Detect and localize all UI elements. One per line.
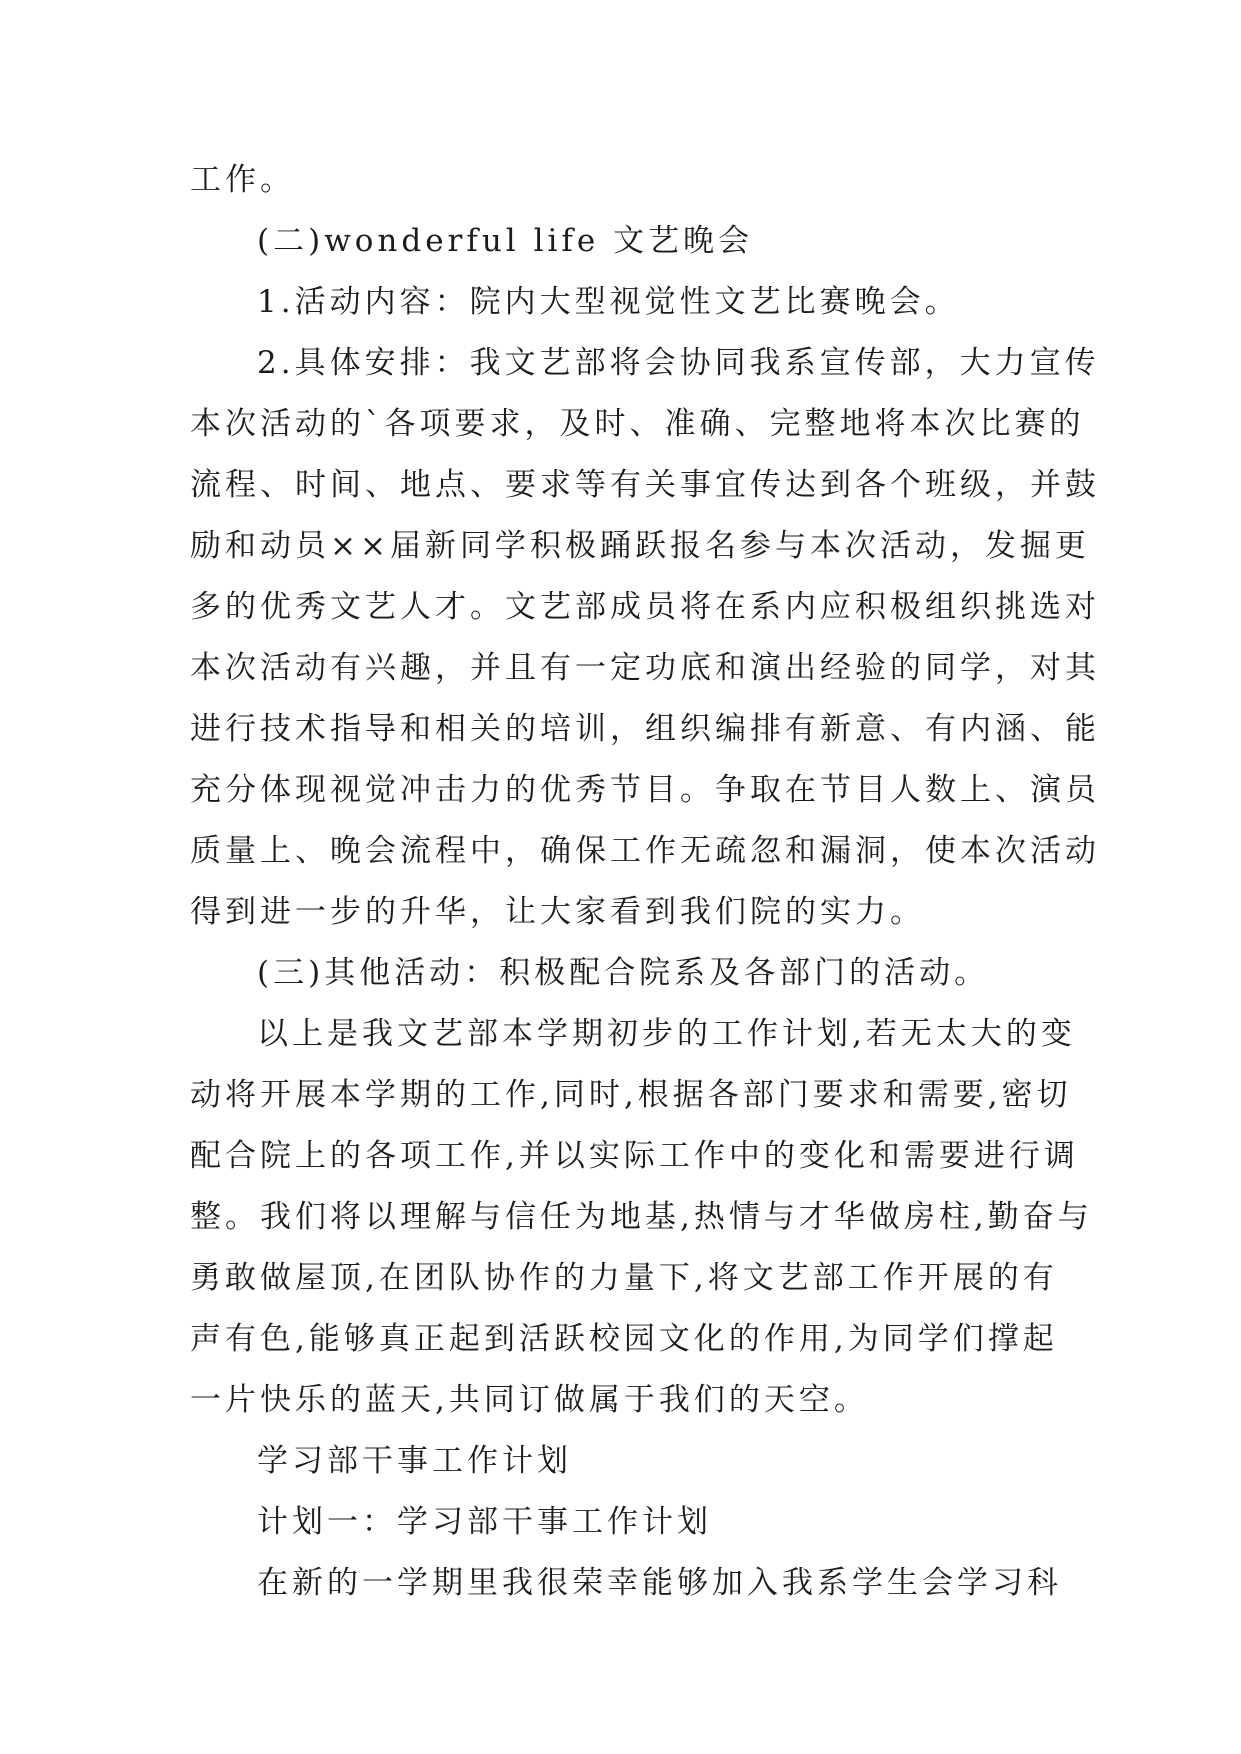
- text-line: 勇敢做屋顶,在团队协作的力量下,将文艺部工作开展的有: [190, 1260, 1058, 1296]
- text-line: 声有色,能够真正起到活跃校园文化的作用,为同学们撑起: [190, 1321, 1058, 1357]
- section-heading: 计划一：学习部干事工作计划: [257, 1504, 712, 1540]
- section-heading: 学习部干事工作计划: [257, 1443, 572, 1479]
- text-line: 以上是我文艺部本学期初步的工作计划,若无太大的变: [257, 1016, 1076, 1052]
- text-line: 流程、时间、地点、要求等有关事宜传达到各个班级，并鼓: [190, 467, 1100, 503]
- text-line: 2.具体安排：我文艺部将会协同我系宣传部，大力宣传: [257, 345, 1100, 381]
- text-line: 在新的一学期里我很荣幸能够加入我系学生会学习科: [257, 1565, 1062, 1601]
- text-line: 动将开展本学期的工作,同时,根据各部门要求和需要,密切: [190, 1077, 1072, 1113]
- text-line: 多的优秀文艺人才。文艺部成员将在系内应积极组织挑选对: [190, 589, 1100, 625]
- text-line: 充分体现视觉冲击力的优秀节目。争取在节目人数上、演员: [190, 772, 1100, 808]
- text-line: 工作。: [190, 162, 295, 198]
- text-line: 1.活动内容：院内大型视觉性文艺比赛晚会。: [257, 284, 960, 320]
- section-heading: (三)其他活动：积极配合院系及各部门的活动。: [257, 955, 990, 991]
- text-line: 配合院上的各项工作,并以实际工作中的变化和需要进行调: [190, 1138, 1079, 1174]
- text-line: 一片快乐的蓝天,共同订做属于我们的天空。: [190, 1382, 869, 1418]
- text-line: 整。我们将以理解与信任为地基,热情与才华做房柱,勤奋与: [190, 1199, 1093, 1235]
- text-line: 本次活动有兴趣，并且有一定功底和演出经验的同学，对其: [190, 650, 1100, 686]
- text-line: 得到进一步的升华，让大家看到我们院的实力。: [190, 894, 925, 930]
- section-heading: (二)wonderful life 文艺晚会: [257, 223, 754, 259]
- text-line: 本次活动的`各项要求，及时、准确、完整地将本次比赛的: [190, 406, 1085, 442]
- text-line: 励和动员××届新同学积极踊跃报名参与本次活动，发掘更: [190, 528, 1090, 564]
- text-line: 进行技术指导和相关的培训，组织编排有新意、有内涵、能: [190, 711, 1100, 747]
- text-line: 质量上、晚会流程中，确保工作无疏忽和漏洞，使本次活动: [190, 833, 1100, 869]
